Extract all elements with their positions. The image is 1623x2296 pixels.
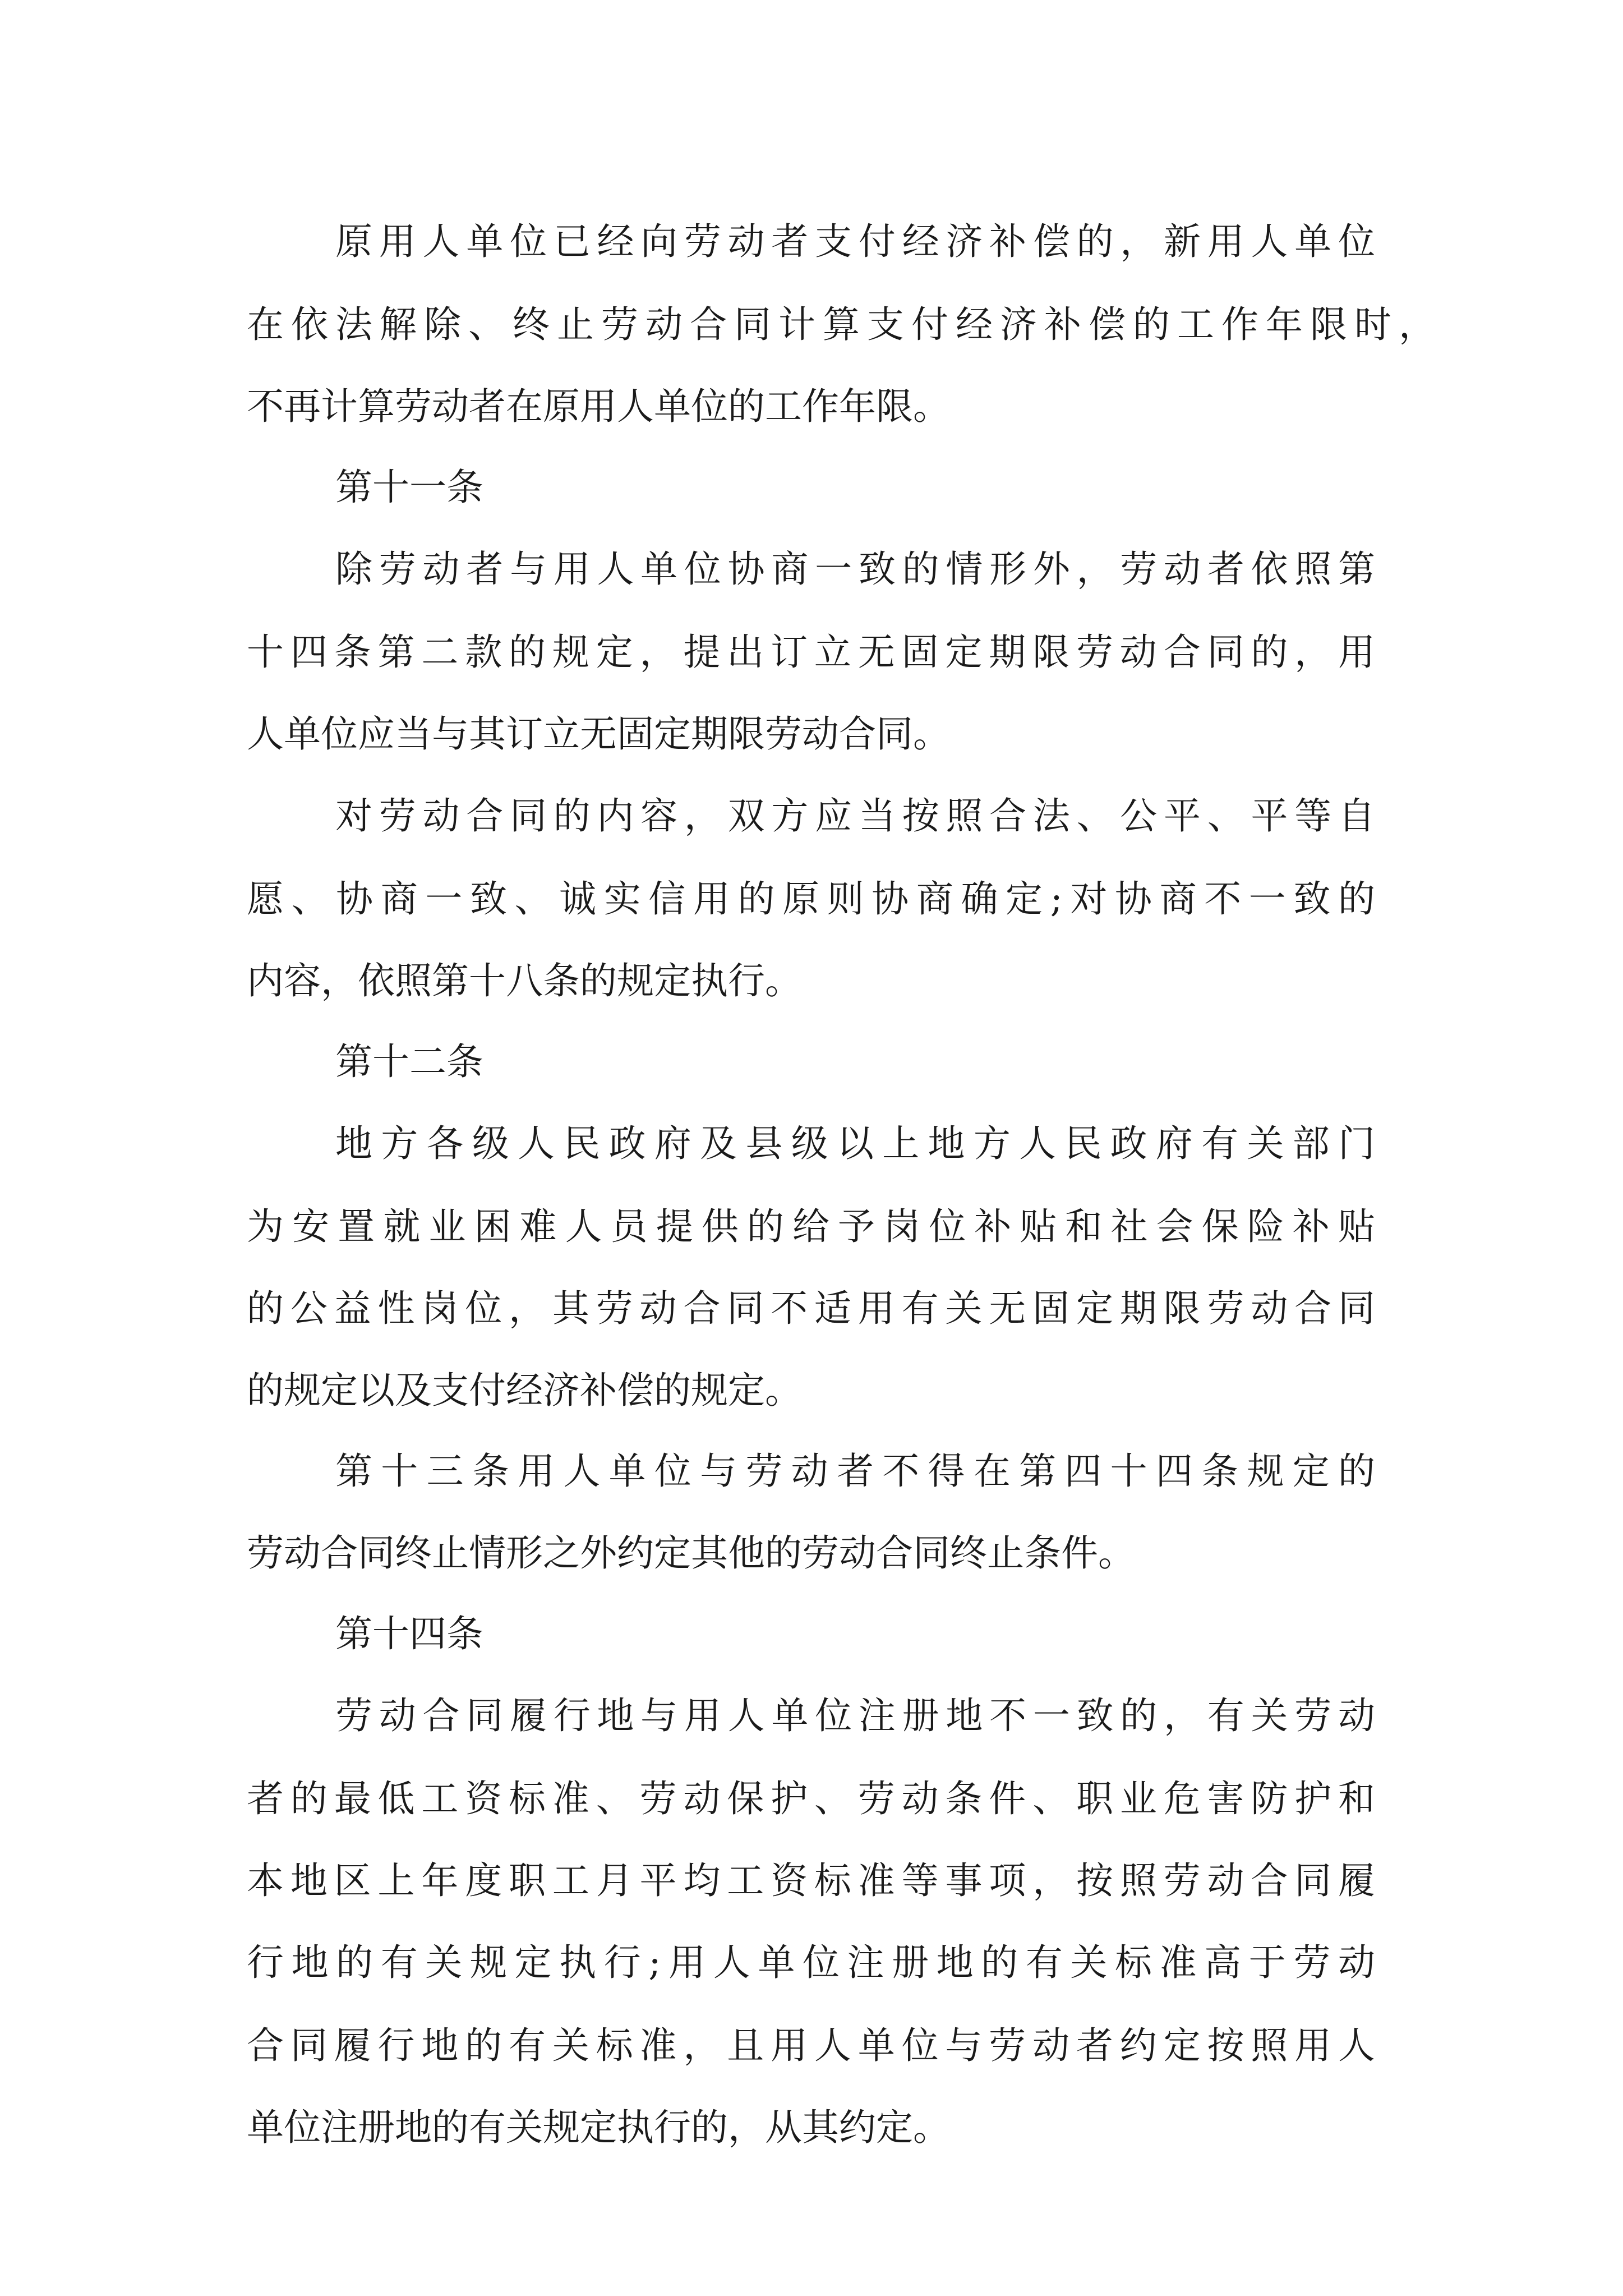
text-line: 在依法解除、终止劳动合同计算支付经济补偿的工作年限时， bbox=[247, 303, 1436, 346]
text-line: 不再计算劳动者在原用人单位的工作年限。 bbox=[247, 385, 950, 428]
text-line: 的公益性岗位，其劳动合同不适用有关无固定期限劳动合同 bbox=[247, 1287, 1375, 1330]
text-line: 第十三条用人单位与劳动者不得在第四十四条规定的 bbox=[335, 1450, 1375, 1493]
text-line: 合同履行地的有关标准，且用人单位与劳动者约定按照用人 bbox=[247, 2024, 1375, 2067]
text-line: 对劳动合同的内容，双方应当按照合法、公平、平等自 bbox=[335, 794, 1375, 838]
text-line: 十四条第二款的规定，提出订立无固定期限劳动合同的，用 bbox=[247, 631, 1375, 674]
text-line: 除劳动者与用人单位协商一致的情形外，劳动者依照第 bbox=[335, 547, 1375, 591]
text-line: 者的最低工资标准、劳动保护、劳动条件、职业危害防护和 bbox=[247, 1777, 1375, 1820]
text-line: 劳动合同终止情形之外约定其他的劳动合同终止条件。 bbox=[247, 1531, 1135, 1575]
article-heading: 第十二条 bbox=[335, 1040, 483, 1083]
text-line: 单位注册地的有关规定执行的，从其约定。 bbox=[247, 2106, 950, 2149]
text-line: 行地的有关规定执行;用人单位注册地的有关标准高于劳动 bbox=[247, 1941, 1375, 1984]
text-line: 劳动合同履行地与用人单位注册地不一致的，有关劳动 bbox=[335, 1694, 1375, 1737]
text-line: 人单位应当与其订立无固定期限劳动合同。 bbox=[247, 712, 950, 756]
article-heading: 第十一条 bbox=[335, 466, 483, 509]
text-line: 的规定以及支付经济补偿的规定。 bbox=[247, 1369, 802, 1412]
text-line: 内容，依照第十八条的规定执行。 bbox=[247, 959, 802, 1002]
text-line: 愿、协商一致、诚实信用的原则协商确定;对协商不一致的 bbox=[247, 877, 1375, 921]
text-line: 为安置就业困难人员提供的给予岗位补贴和社会保险补贴 bbox=[247, 1205, 1375, 1248]
text-line: 本地区上年度职工月平均工资标准等事项，按照劳动合同履 bbox=[247, 1859, 1375, 1902]
text-line: 原用人单位已经向劳动者支付经济补偿的，新用人单位 bbox=[335, 220, 1375, 263]
article-heading: 第十四条 bbox=[335, 1612, 483, 1655]
text-line: 地方各级人民政府及县级以上地方人民政府有关部门 bbox=[335, 1122, 1375, 1165]
